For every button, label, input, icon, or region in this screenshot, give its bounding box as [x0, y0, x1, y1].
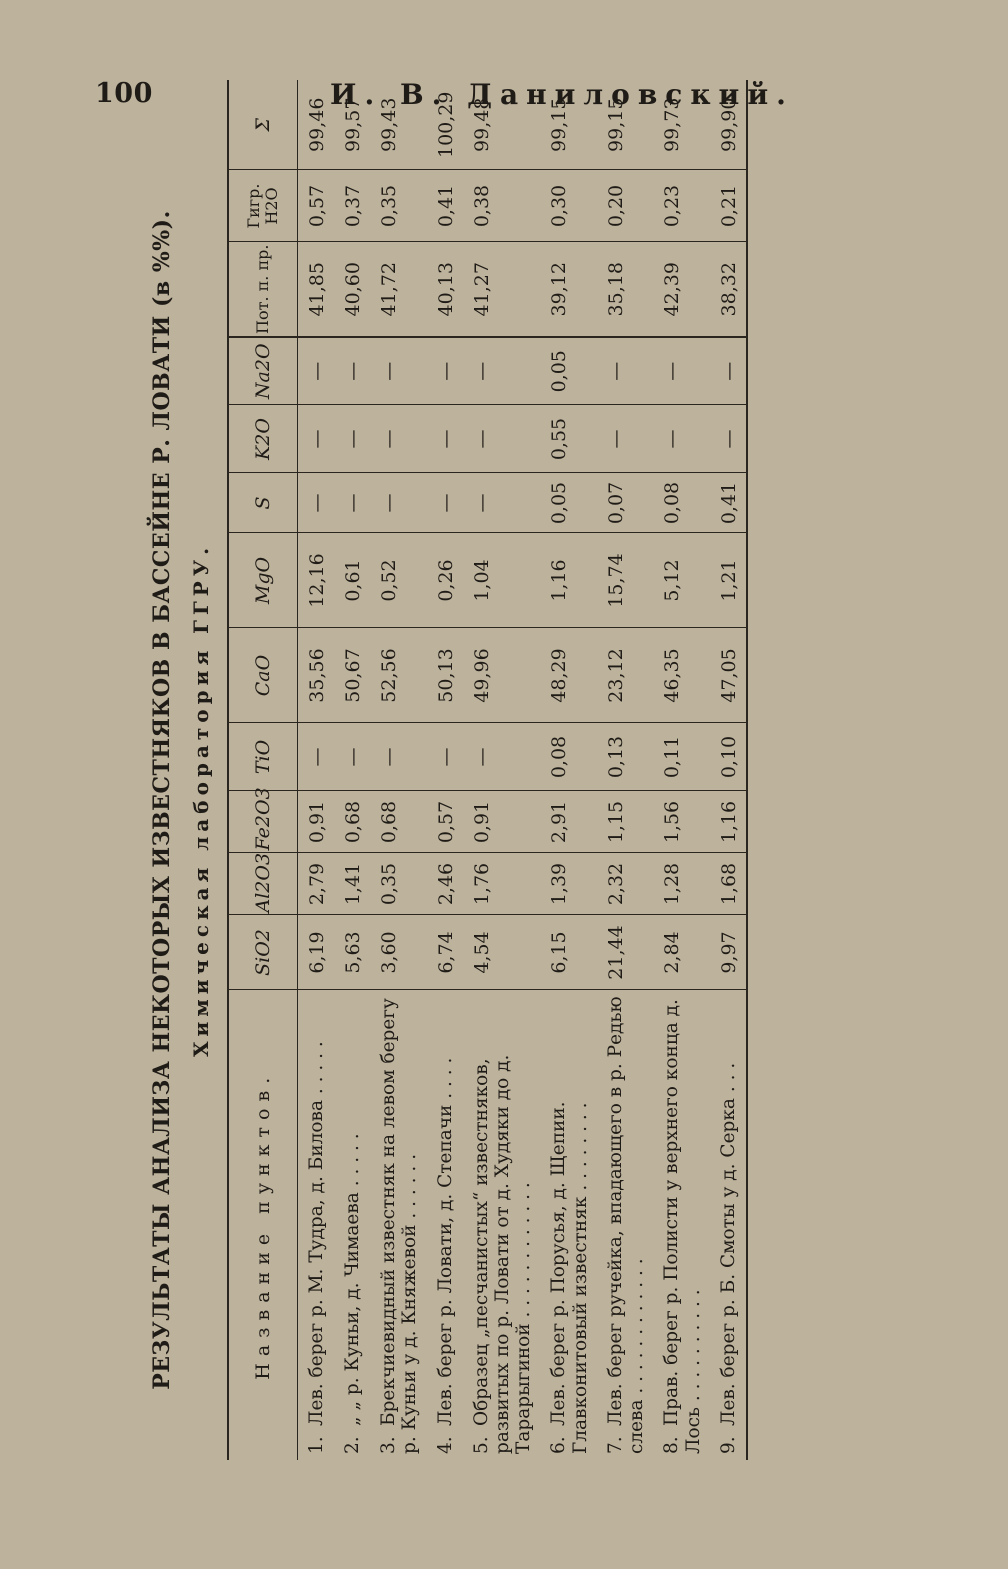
sample-number: 6.: [548, 1436, 570, 1454]
sample-location: Образец „песчанистых“ известняков, развитых по р. Ловати от д. Худяки до д. Тарарыгиной . . . . . . . . . . . .: [470, 1054, 535, 1454]
cell-na2o: —: [370, 337, 427, 405]
cell-mgo: 0,52: [370, 533, 427, 628]
cell-fe2o3: 0,91: [298, 791, 335, 853]
cell-k2o: —: [597, 405, 654, 473]
header-al2o3: Al2O3: [228, 853, 298, 915]
cell-tio: 0,13: [597, 723, 654, 791]
cell-mgo: 1,21: [710, 533, 747, 628]
cell-s: 0,41: [710, 473, 747, 533]
sample-location: „ „ р. Куньи, д. Чимаева . . . . .: [342, 1133, 363, 1426]
header-s: S: [228, 473, 298, 533]
cell-na2o: —: [427, 337, 463, 405]
table-row: [370, 80, 427, 1460]
cell-tio: 0,10: [710, 723, 747, 791]
cell-sum: 99,90: [710, 80, 747, 170]
sample-name: [370, 990, 427, 1460]
cell-na2o: —: [334, 337, 370, 405]
sample-number: 8.: [661, 1436, 683, 1454]
sample-location: Лев. берег р. Порусья, д. Щепии. Главконитовый известняк . . . . . . . .: [548, 1101, 591, 1454]
page-number: 100: [95, 78, 153, 109]
cell-hygro-water: 0,21: [710, 170, 747, 242]
cell-hygro-water: 0,23: [653, 170, 710, 242]
header-fe2o3: Fe2O3: [228, 791, 298, 853]
table-row: [463, 80, 541, 1460]
cell-al2o3: 2,46: [427, 853, 463, 915]
cell-fe2o3: 2,91: [540, 791, 597, 853]
table-row: [427, 80, 463, 1460]
sample-location: Лев. берег р. М. Тудра, д. Билова . . . . .: [306, 1041, 327, 1426]
cell-cao: 23,12: [597, 628, 654, 723]
table-header-row: [228, 80, 298, 1460]
cell-sum: 99,57: [334, 80, 370, 170]
analysis-table: [227, 80, 748, 1460]
cell-loss-on-ignition: 42,39: [653, 242, 710, 337]
cell-fe2o3: 0,57: [427, 791, 463, 853]
cell-sum: 99,43: [370, 80, 427, 170]
table-row: [298, 80, 335, 1460]
cell-s: 0,07: [597, 473, 654, 533]
sample-number: 5.: [470, 1436, 492, 1454]
cell-sio2: 9,97: [710, 915, 747, 990]
cell-na2o: —: [463, 337, 541, 405]
header-sio2: SiO2: [228, 915, 298, 990]
table-row: [540, 80, 597, 1460]
sample-number: 2.: [342, 1436, 363, 1454]
table-row: [710, 80, 747, 1460]
table-title: РЕЗУЛЬТАТЫ АНАЛИЗА НЕКОТОРЫХ ИЗВЕСТНЯКОВ В БАССЕЙНЕ Р. ЛОВАТИ (в %%).: [149, 210, 175, 1390]
cell-na2o: —: [298, 337, 335, 405]
cell-tio: —: [463, 723, 541, 791]
running-title-author: И. В. Даниловский.: [330, 78, 794, 111]
cell-loss-on-ignition: 40,13: [427, 242, 463, 337]
header-name: Название пунктов.: [228, 990, 298, 1460]
cell-cao: 50,67: [334, 628, 370, 723]
cell-sio2: 6,74: [427, 915, 463, 990]
cell-al2o3: 1,41: [334, 853, 370, 915]
sample-name: [653, 990, 710, 1460]
sample-name: [334, 990, 370, 1460]
cell-cao: 49,96: [463, 628, 541, 723]
cell-hygro-water: 0,30: [540, 170, 597, 242]
cell-k2o: —: [463, 405, 541, 473]
cell-cao: 50,13: [427, 628, 463, 723]
cell-k2o: —: [298, 405, 335, 473]
sample-location: Лев. берег р. Ловати, д. Степачи . . . .: [434, 1057, 456, 1426]
header-hygro-water: Гигр. H2O: [228, 170, 298, 242]
sample-location: Прав. берег р. Полисти у верхнего конца д. Лось . . . . . . . . . .: [661, 999, 704, 1454]
sample-location: Лев. берег р. Б. Смоты у д. Серка . . .: [717, 1062, 739, 1426]
cell-sum: 99,15: [597, 80, 654, 170]
table-subtitle: Химическая лаборатория ГГРУ.: [189, 542, 213, 1058]
cell-fe2o3: 0,68: [370, 791, 427, 853]
cell-al2o3: 2,32: [597, 853, 654, 915]
cell-fe2o3: 1,16: [710, 791, 747, 853]
cell-sio2: 3,60: [370, 915, 427, 990]
cell-loss-on-ignition: 35,18: [597, 242, 654, 337]
cell-cao: 48,29: [540, 628, 597, 723]
header-na2o: Na2O: [228, 337, 298, 405]
cell-loss-on-ignition: 40,60: [334, 242, 370, 337]
sample-number: 1.: [306, 1436, 327, 1454]
cell-s: 0,05: [540, 473, 597, 533]
cell-al2o3: 1,39: [540, 853, 597, 915]
cell-loss-on-ignition: 41,27: [463, 242, 541, 337]
cell-k2o: —: [334, 405, 370, 473]
cell-hygro-water: 0,35: [370, 170, 427, 242]
cell-na2o: —: [653, 337, 710, 405]
cell-sum: 99,15: [540, 80, 597, 170]
header-tio: TiO: [228, 723, 298, 791]
cell-k2o: —: [710, 405, 747, 473]
sample-number: 4.: [434, 1436, 456, 1454]
cell-sio2: 21,44: [597, 915, 654, 990]
cell-hygro-water: 0,41: [427, 170, 463, 242]
cell-al2o3: 2,79: [298, 853, 335, 915]
cell-cao: 47,05: [710, 628, 747, 723]
cell-cao: 35,56: [298, 628, 335, 723]
cell-tio: 0,08: [540, 723, 597, 791]
cell-k2o: —: [653, 405, 710, 473]
sample-name: [463, 990, 541, 1460]
cell-k2o: —: [427, 405, 463, 473]
cell-sum: 99,73: [653, 80, 710, 170]
table-row: [597, 80, 654, 1460]
cell-mgo: 0,26: [427, 533, 463, 628]
cell-s: —: [334, 473, 370, 533]
cell-loss-on-ignition: 41,85: [298, 242, 335, 337]
cell-cao: 52,56: [370, 628, 427, 723]
cell-k2o: —: [370, 405, 427, 473]
cell-al2o3: 0,35: [370, 853, 427, 915]
cell-na2o: —: [597, 337, 654, 405]
header-mgo: MgO: [228, 533, 298, 628]
cell-loss-on-ignition: 38,32: [710, 242, 747, 337]
header-cao: CaO: [228, 628, 298, 723]
cell-loss-on-ignition: 41,72: [370, 242, 427, 337]
header-loss-on-ignition: Пот. п. пр.: [228, 242, 298, 337]
sample-location: Брекчиевидный известняк на левом берегу р. Куньи у д. Княжевой . . . . . .: [378, 998, 421, 1454]
cell-mgo: 12,16: [298, 533, 335, 628]
cell-hygro-water: 0,57: [298, 170, 335, 242]
table-row: [653, 80, 710, 1460]
cell-al2o3: 1,76: [463, 853, 541, 915]
cell-hygro-water: 0,37: [334, 170, 370, 242]
cell-k2o: 0,55: [540, 405, 597, 473]
sample-number: 7.: [604, 1436, 626, 1454]
cell-sum: 99,48: [463, 80, 541, 170]
cell-sio2: 4,54: [463, 915, 541, 990]
cell-fe2o3: 0,91: [463, 791, 541, 853]
sample-name: [710, 990, 747, 1460]
cell-loss-on-ignition: 39,12: [540, 242, 597, 337]
cell-tio: 0,11: [653, 723, 710, 791]
cell-mgo: 15,74: [597, 533, 654, 628]
sample-number: 9.: [717, 1436, 739, 1454]
cell-cao: 46,35: [653, 628, 710, 723]
cell-hygro-water: 0,20: [597, 170, 654, 242]
cell-s: —: [463, 473, 541, 533]
header-sum: Σ: [228, 80, 298, 170]
sample-name: [298, 990, 335, 1460]
cell-sio2: 2,84: [653, 915, 710, 990]
cell-tio: —: [427, 723, 463, 791]
cell-sio2: 6,19: [298, 915, 335, 990]
cell-mgo: 1,16: [540, 533, 597, 628]
cell-s: 0,08: [653, 473, 710, 533]
cell-mgo: 1,04: [463, 533, 541, 628]
cell-al2o3: 1,68: [710, 853, 747, 915]
cell-fe2o3: 1,15: [597, 791, 654, 853]
sample-name: [597, 990, 654, 1460]
cell-sum: 99,46: [298, 80, 335, 170]
cell-na2o: 0,05: [540, 337, 597, 405]
cell-tio: —: [370, 723, 427, 791]
header-k2o: K2O: [228, 405, 298, 473]
table-row: [334, 80, 370, 1460]
cell-sio2: 6,15: [540, 915, 597, 990]
cell-mgo: 0,61: [334, 533, 370, 628]
cell-hygro-water: 0,38: [463, 170, 541, 242]
cell-s: —: [427, 473, 463, 533]
sample-name: [427, 990, 463, 1460]
cell-mgo: 5,12: [653, 533, 710, 628]
cell-tio: —: [334, 723, 370, 791]
sample-number: 3.: [378, 1436, 399, 1454]
cell-na2o: —: [710, 337, 747, 405]
cell-sum: 100,29: [427, 80, 463, 170]
cell-fe2o3: 0,68: [334, 791, 370, 853]
sample-name: [540, 990, 597, 1460]
sample-location: Лев. берег ручейка, впадающего в р. Редью слева . . . . . . . . . . . .: [604, 996, 648, 1454]
cell-al2o3: 1,28: [653, 853, 710, 915]
cell-fe2o3: 1,56: [653, 791, 710, 853]
cell-sio2: 5,63: [334, 915, 370, 990]
cell-s: —: [370, 473, 427, 533]
cell-tio: —: [298, 723, 335, 791]
cell-s: —: [298, 473, 335, 533]
